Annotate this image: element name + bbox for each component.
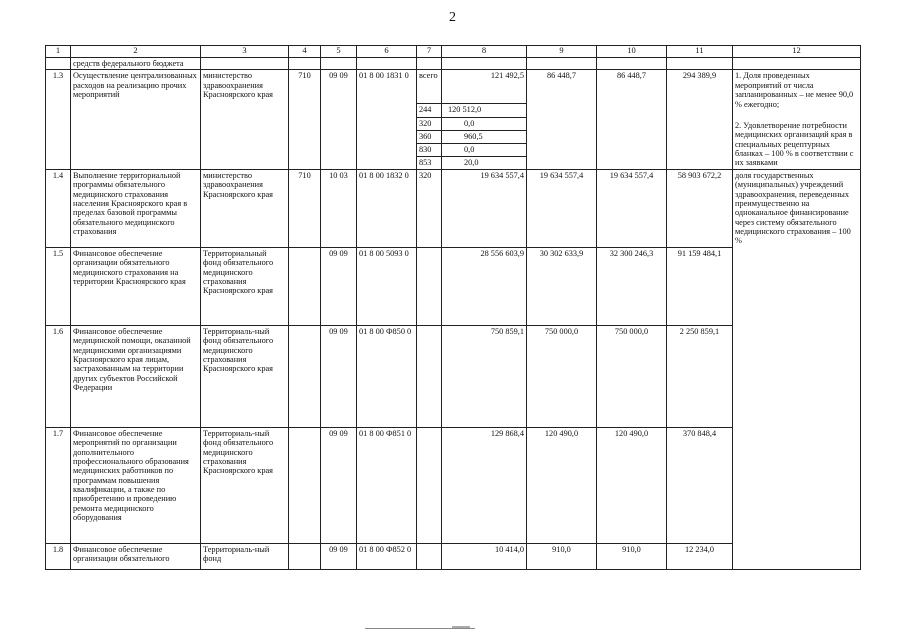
col4-value <box>289 427 321 543</box>
col11-value: 294 389,9 <box>667 70 733 169</box>
header-cell: 4 <box>289 46 321 58</box>
col10-value: 910,0 <box>597 543 667 569</box>
col4-value <box>289 543 321 569</box>
col9-value: 30 302 633,9 <box>527 247 597 325</box>
header-cell: 7 <box>417 46 442 58</box>
col11-value: 2 250 859,1 <box>667 325 733 427</box>
col7-value <box>417 543 442 569</box>
col9-value: 19 634 557,4 <box>527 169 597 247</box>
col4-value: 710 <box>289 169 321 247</box>
col6-value: 01 8 00 Ф852 0 <box>357 543 417 569</box>
row-number: 1.3 <box>46 70 71 169</box>
header-cell: 1 <box>46 46 71 58</box>
header-cell: 3 <box>201 46 289 58</box>
col7-value <box>417 247 442 325</box>
col6-value: 01 8 00 Ф850 0 <box>357 325 417 427</box>
col4-value: 710 <box>289 70 321 169</box>
col8-value: 960,5 <box>442 131 527 144</box>
col9-value: 910,0 <box>527 543 597 569</box>
header-cell: 2 <box>71 46 201 58</box>
table-header-row <box>46 46 861 58</box>
scan-artifact <box>365 628 475 629</box>
responsible-org: министерство здравоохранения Красноярского края <box>201 70 289 169</box>
col9-value: 120 490,0 <box>527 427 597 543</box>
col11-value: 370 848,4 <box>667 427 733 543</box>
col11-value: 12 234,0 <box>667 543 733 569</box>
col8-value: 20,0 <box>442 156 527 169</box>
col7-value <box>417 427 442 543</box>
col5-value: 09 09 <box>321 543 357 569</box>
activity-name: Финансовое обеспечение организации обязательного <box>71 543 201 569</box>
col5-value: 09 09 <box>321 70 357 169</box>
col9-value: 86 448,7 <box>527 70 597 169</box>
col8-value: 121 492,5 <box>442 70 527 104</box>
col6-value: 01 8 00 5093 0 <box>357 247 417 325</box>
table-row <box>46 169 861 247</box>
row-number: 1.4 <box>46 169 71 247</box>
responsible-org: министерство здравоохранения Красноярского края <box>201 169 289 247</box>
col8-value: 10 414,0 <box>442 543 527 569</box>
header-cell: 9 <box>527 46 597 58</box>
col8-value: 750 859,1 <box>442 325 527 427</box>
col7-value: 320 <box>417 169 442 247</box>
responsible-org: Территориаль-ный фонд <box>201 543 289 569</box>
col5-value: 09 09 <box>321 325 357 427</box>
indicator-note-1: 1. Доля проведенных мероприятий от числа запланированных – не менее 90,0 % ежегодно; <box>735 71 854 109</box>
header-cell: 8 <box>442 46 527 58</box>
responsible-org: Территориаль-ный фонд обязательного медицинского страхования Красноярского края <box>201 325 289 427</box>
col8-value: 120 512,0 <box>442 104 527 118</box>
col11-value: 91 159 484,1 <box>667 247 733 325</box>
row-number: 1.5 <box>46 247 71 325</box>
responsible-org: Территориальный фонд обязательного медицинского страхования Красноярского края <box>201 247 289 325</box>
budget-table <box>45 45 861 570</box>
activity-name: Финансовое обеспечение организации обязательного медицинского страхования на территории Красноярского края <box>71 247 201 325</box>
col7-value: 830 <box>417 144 442 157</box>
col9-value: 750 000,0 <box>527 325 597 427</box>
col7-value: 320 <box>417 118 442 131</box>
col10-value: 120 490,0 <box>597 427 667 543</box>
col8-value: 19 634 557,4 <box>442 169 527 247</box>
header-cell: 6 <box>357 46 417 58</box>
col7-value: всего <box>417 70 442 104</box>
activity-name: Финансовое обеспечение медицинской помощи, оказанной медицинскими организациями Красноярского края лицам, застрахованным на территории других субъектов Российской Федерации <box>71 325 201 427</box>
header-cell: 10 <box>597 46 667 58</box>
activity-name: Выполнение территориальной программы обязательного медицинского страхования населения Красноярского края в пределах базовой программы обязательного медицинского страхования <box>71 169 201 247</box>
col7-value <box>417 325 442 427</box>
col10-value: 86 448,7 <box>597 70 667 169</box>
table-row <box>46 58 861 70</box>
header-cell: 5 <box>321 46 357 58</box>
col6-value: 01 8 00 Ф851 0 <box>357 427 417 543</box>
page-number: 2 <box>449 10 456 25</box>
row-number: 1.7 <box>46 427 71 543</box>
scan-artifact <box>452 626 470 628</box>
col5-value: 09 09 <box>321 247 357 325</box>
row-number: 1.6 <box>46 325 71 427</box>
col5-value: 09 09 <box>321 427 357 543</box>
table-row <box>46 70 861 104</box>
col10-value: 750 000,0 <box>597 325 667 427</box>
col7-value: 360 <box>417 131 442 144</box>
col11-value: 58 903 672,2 <box>667 169 733 247</box>
indicator-note: доля государственных (муниципальных) учреждений здравоохранения, переведенных преимущественно на одноканальное финансирование через систему обязательного медицинского страхования – 100 % <box>733 169 861 569</box>
activity-name: Осуществление централизованных расходов на реализацию прочих мероприятий <box>71 70 201 169</box>
col10-value: 19 634 557,4 <box>597 169 667 247</box>
responsible-org: Территориаль-ный фонд обязательного медицинского страхования Красноярского края <box>201 427 289 543</box>
col8-value: 129 868,4 <box>442 427 527 543</box>
activity-name: Финансовое обеспечение мероприятий по организации дополнительного профессионального образования медицинских работников по программам повышения квалификации, а также по приобретению и проведению ремонта медицинского оборудования <box>71 427 201 543</box>
row-number: 1.8 <box>46 543 71 569</box>
indicator-note-2: 2. Удовлетворение потребности медицинских организаций края в специальных рецептурных бланках – 100 % в соответствии с их заявками <box>735 120 854 168</box>
col5-value: 10 03 <box>321 169 357 247</box>
header-cell: 11 <box>667 46 733 58</box>
col4-value <box>289 247 321 325</box>
col4-value <box>289 325 321 427</box>
indicator-note <box>733 70 861 169</box>
col10-value: 32 300 246,3 <box>597 247 667 325</box>
header-cell: 12 <box>733 46 861 58</box>
col7-value: 244 <box>417 104 442 118</box>
col6-value: 01 8 00 1832 0 <box>357 169 417 247</box>
col8-value: 0,0 <box>442 144 527 157</box>
col6-value: 01 8 00 1831 0 <box>357 70 417 169</box>
continued-text: средств федерального бюджета <box>71 58 201 70</box>
col8-value: 0,0 <box>442 118 527 131</box>
col7-value: 853 <box>417 156 442 169</box>
col8-value: 28 556 603,9 <box>442 247 527 325</box>
